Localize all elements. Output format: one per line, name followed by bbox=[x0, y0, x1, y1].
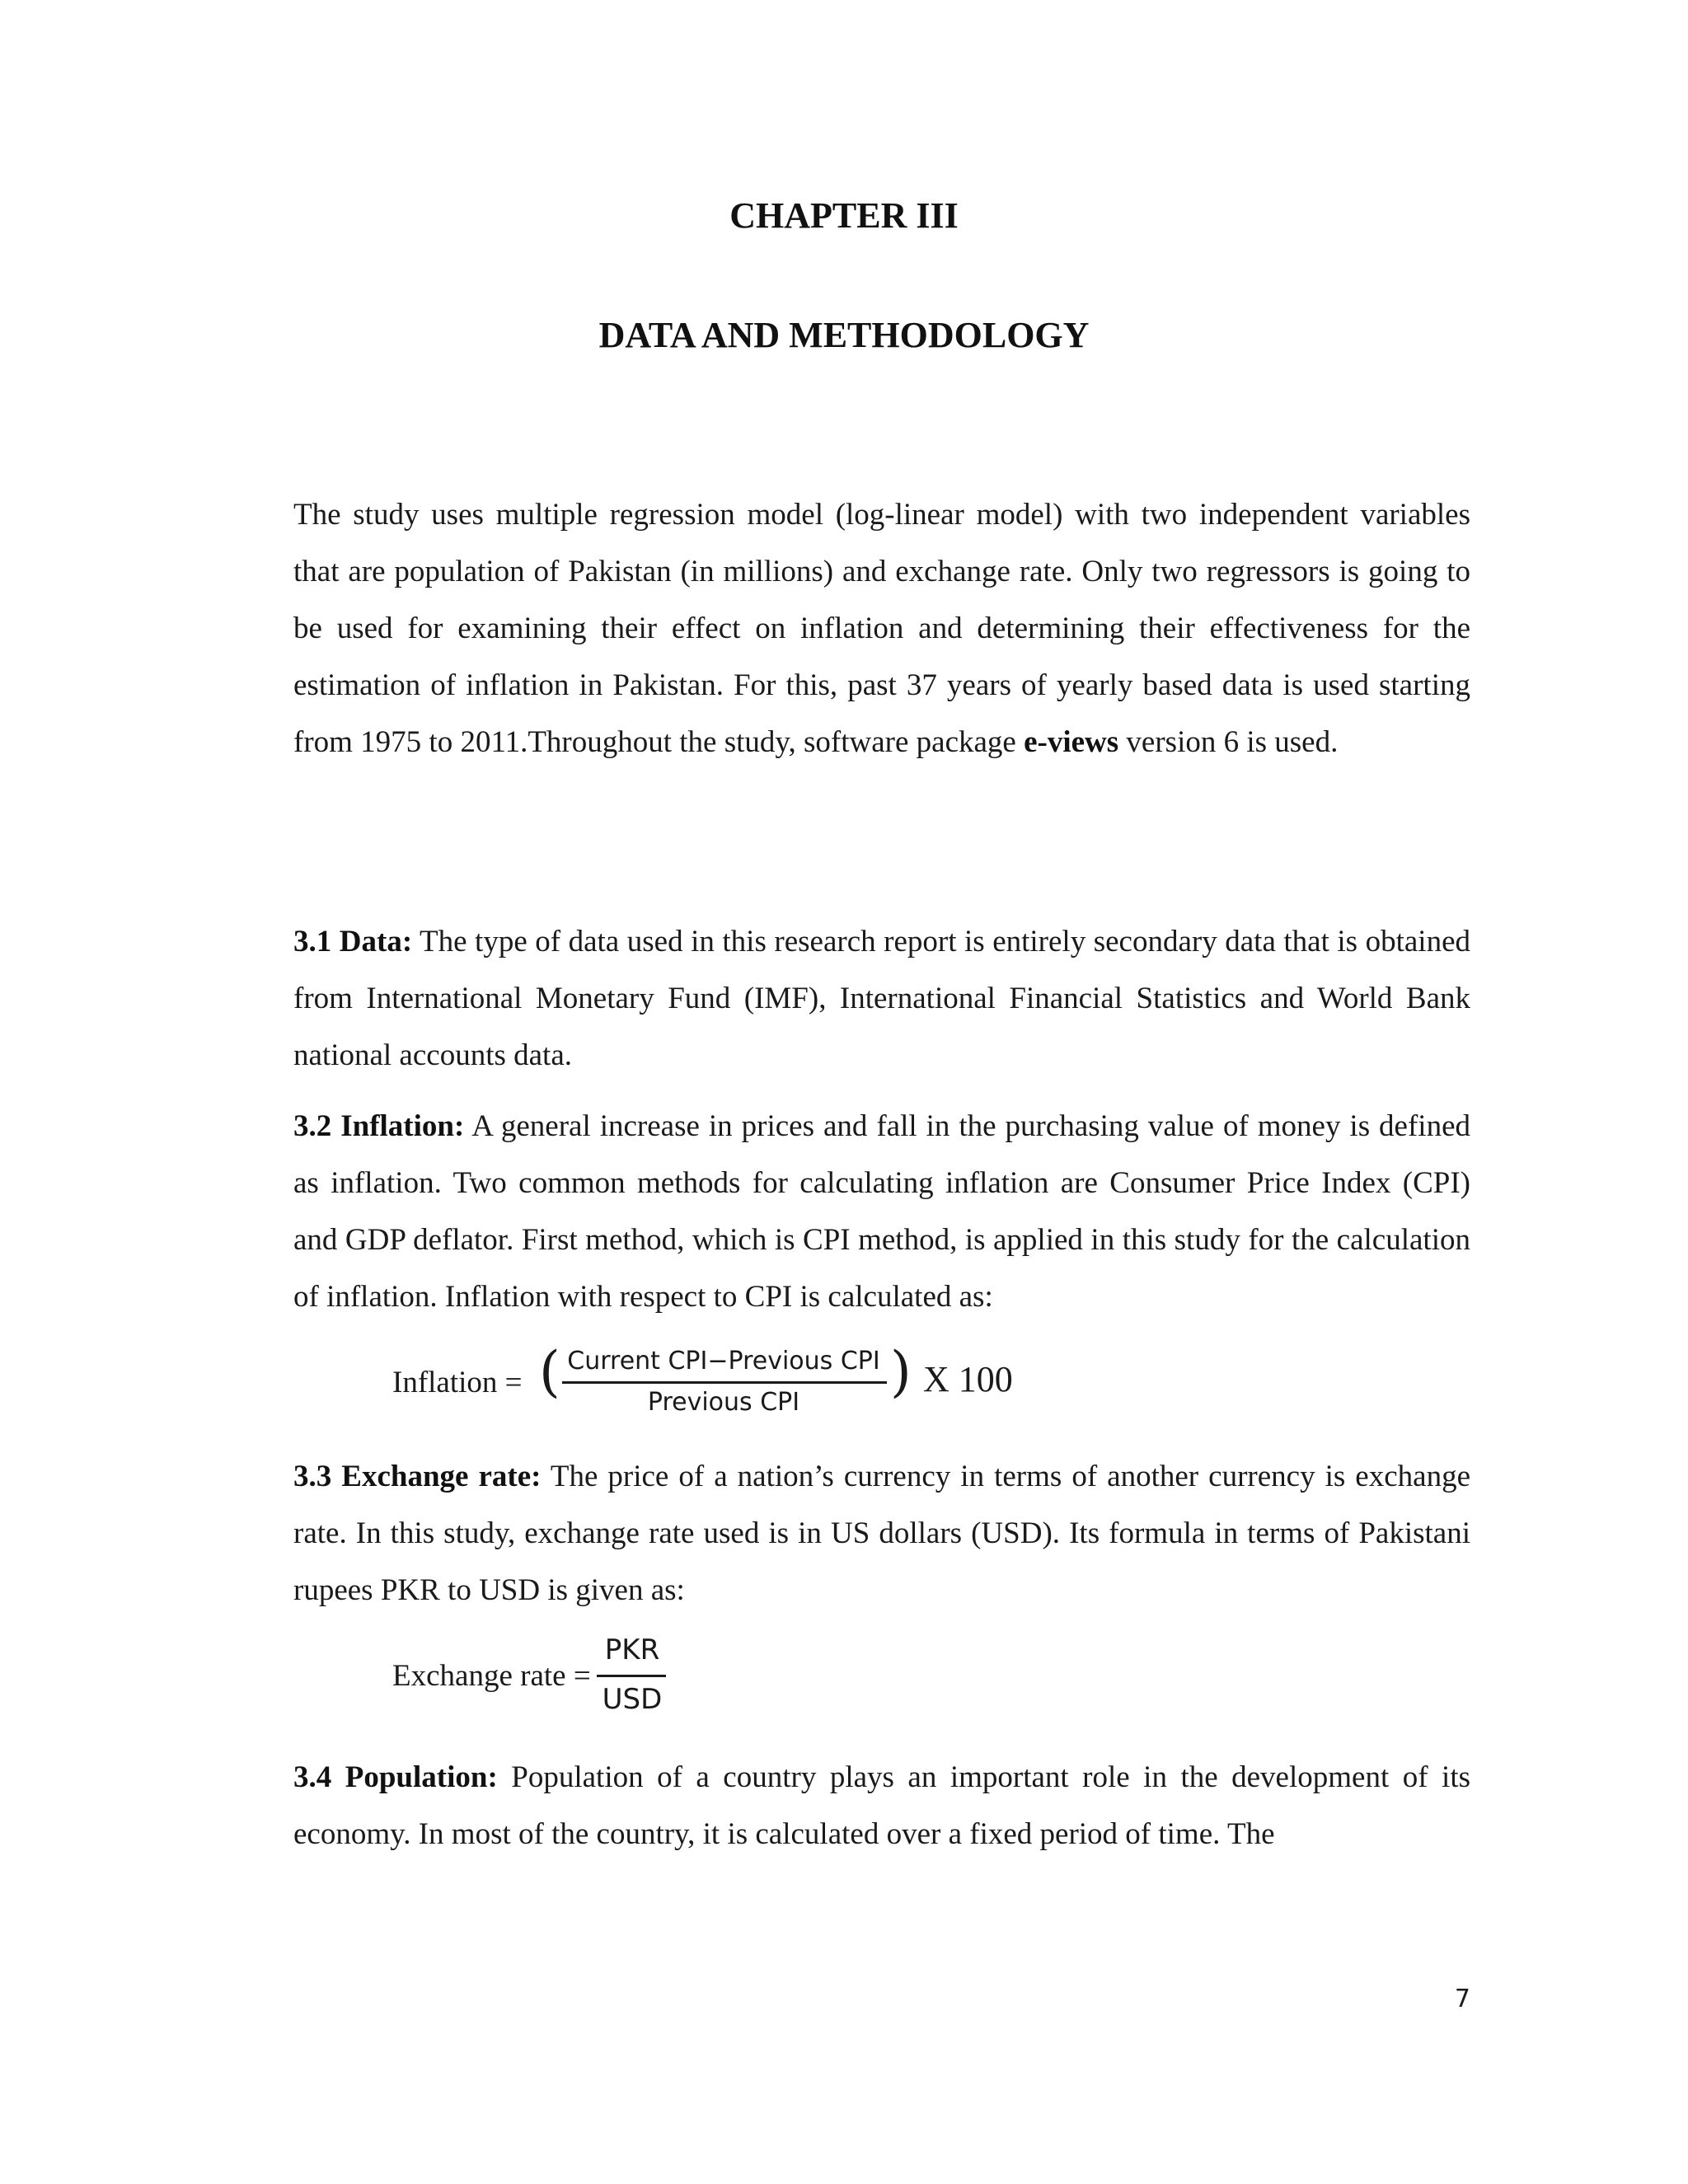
inflation-numerator: Current CPI−Previous CPI bbox=[567, 1347, 880, 1376]
section-inflation-label: 3.2 Inflation: bbox=[293, 1109, 465, 1143]
software-name: e-views bbox=[1024, 725, 1119, 759]
section-population bbox=[293, 1749, 1470, 1863]
intro-paragraph bbox=[293, 486, 1470, 771]
section-exchange-rate bbox=[293, 1448, 1470, 1619]
exchange-formula-label: Exchange rate = bbox=[392, 1659, 591, 1693]
fraction-bar bbox=[562, 1381, 887, 1384]
inflation-denominator: Previous CPI bbox=[647, 1388, 800, 1417]
chapter-title: CHAPTER III bbox=[729, 195, 959, 236]
section-exchange-label: 3.3 Exchange rate: bbox=[293, 1460, 542, 1493]
exchange-numerator: PKR bbox=[604, 1633, 660, 1666]
inflation-formula-label: Inflation = bbox=[392, 1366, 523, 1399]
section-population-label: 3.4 Population: bbox=[293, 1760, 498, 1794]
right-parenthesis: ) bbox=[890, 1340, 912, 1404]
exchange-denominator: USD bbox=[602, 1683, 663, 1716]
left-parenthesis: ( bbox=[539, 1340, 560, 1404]
page-number: 7 bbox=[1454, 1985, 1470, 2013]
chapter-heading: DATA AND METHODOLOGY bbox=[598, 315, 1090, 355]
intro-text-end: version 6 is used. bbox=[1118, 725, 1339, 759]
section-population-text: Population of a country plays an important role in the development of its economy. In most of the country, it is calculated over a fixed period of time. The bbox=[293, 1760, 1470, 1851]
section-data bbox=[293, 913, 1470, 1084]
fraction-bar bbox=[597, 1675, 666, 1677]
exchange-rate-formula bbox=[392, 1633, 804, 1724]
section-exchange-text: The price of a nation’s currency in terms of another currency is exchange rate. In this study, exchange rate used is in US dollars (USD). Its formula in terms of Pakistani rupees PKR to USD is given as: bbox=[293, 1460, 1470, 1607]
inflation-multiplier: X 100 bbox=[923, 1359, 1013, 1399]
section-data-text: The type of data used in this research report is entirely secondary data that is obtained from International Monetary Fund (IMF), International Financial Statistics and World Bank national accounts data. bbox=[293, 925, 1470, 1072]
inflation-formula bbox=[392, 1340, 1052, 1419]
section-inflation bbox=[293, 1098, 1470, 1325]
section-inflation-text: A general increase in prices and fall in the purchasing value of money is defined as inflation. Two common methods for calculating inflation are Consumer Price Index (CPI) and GDP deflator. First method, which is CPI method, is applied in this study for the calculation of inflation. Inflation with respect to CPI is calculated as: bbox=[293, 1109, 1471, 1314]
intro-text: The study uses multiple regression model (log-linear model) with two independent variables that are population of Pakistan (in millions) and exchange rate. Only two regressors is going to be used for examining their effect on inflation and determining their effectiveness for the estimation of inflation in Pakistan. For this, past 37 years of yearly based data is used starting from 1975 to 2011.Throughout the study, software package bbox=[293, 498, 1470, 759]
section-data-label: 3.1 Data: bbox=[293, 925, 413, 958]
